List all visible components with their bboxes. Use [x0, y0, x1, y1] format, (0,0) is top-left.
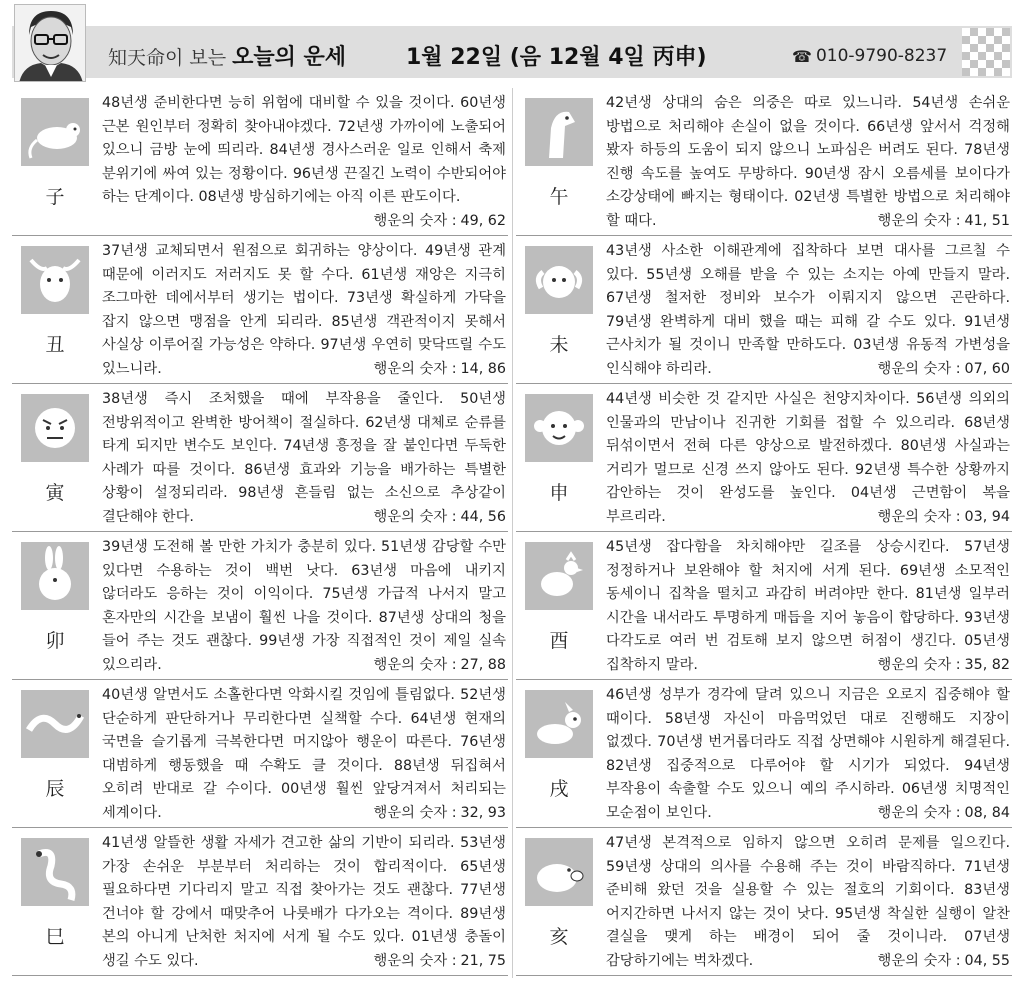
horoscope-entry-pig	[516, 828, 1012, 976]
telephone-icon: ☎	[792, 46, 812, 66]
dog-icon	[525, 690, 593, 758]
checker-decoration	[962, 28, 1010, 76]
lucky-numbers	[374, 950, 506, 974]
lucky-label: 행운의 숫자 :	[373, 508, 457, 525]
fortune-content: 44년생 비슷한 것 같지만 사실은 천양지차이다. 56년생 의외의 인물과의 만남이나 진귀한 기회를 접할 수 있으리라. 68년생 뒤섞이면서 전혀 다른 양상으로 발전하겠다. 80년생 사실과는 거리가 멀므로 신경 쓰지 않아도 된다. 92년생 특수한 상황까지 감안하는 것이 완성도를 높인다. 04년생 근면함이 복을 부르리라.	[606, 391, 1010, 525]
zodiac-character: 丑	[45, 334, 65, 356]
phone-text: 010-9790-8237	[815, 46, 948, 66]
lucky-value: 35, 82	[964, 656, 1010, 673]
lucky-numbers	[374, 802, 506, 826]
right-column	[516, 88, 1012, 978]
lucky-value: 41, 51	[964, 212, 1010, 229]
lucky-value: 44, 56	[460, 508, 506, 525]
header	[0, 0, 1024, 86]
fortune-text	[606, 536, 1010, 678]
zodiac-animal	[14, 394, 96, 526]
zodiac-animal	[518, 690, 600, 822]
fortune-text	[606, 240, 1010, 382]
fortune-text	[102, 536, 506, 678]
fortune-text	[606, 684, 1010, 826]
lucky-numbers	[878, 654, 1010, 678]
zodiac-character: 卯	[45, 630, 65, 652]
horoscope-grid	[12, 88, 1012, 978]
horse-icon	[525, 98, 593, 166]
lucky-numbers	[878, 506, 1010, 530]
lucky-value: 04, 55	[964, 952, 1010, 969]
fortune-text	[606, 832, 1010, 974]
lucky-label: 행운의 숫자 :	[373, 804, 457, 821]
fortune-text	[606, 388, 1010, 530]
phone-number	[792, 46, 947, 66]
lucky-numbers	[878, 358, 1010, 382]
zodiac-animal	[518, 246, 600, 378]
zodiac-character: 酉	[549, 630, 569, 652]
horoscope-entry-rooster	[516, 532, 1012, 680]
horoscope-entry-dragon	[12, 680, 508, 828]
lucky-numbers	[374, 358, 506, 382]
lucky-value: 32, 93	[460, 804, 506, 821]
lucky-label: 행운의 숫자 :	[877, 508, 961, 525]
lucky-value: 21, 75	[460, 952, 506, 969]
zodiac-animal	[14, 690, 96, 822]
fortune-text	[102, 92, 506, 234]
fortune-content: 47년생 본격적으로 임하지 않으면 오히려 문제를 일으킨다. 59년생 상대의 의사를 수용해 주는 것이 바람직하다. 71년생 준비해 왔던 것을 실용할 수 있는 절호의 기회이다. 83년생 어지간하면 나서지 않는 것이 낫다. 95년생 착실한 실행이 알찬 결실을 맺게 하는 배경이 되어 줄 것이니라. 07년생 감당하기에는 벅차겠다.	[606, 835, 1010, 969]
lucky-numbers	[374, 210, 506, 234]
fortune-text	[102, 388, 506, 530]
fortune-content: 45년생 잡다함을 차치해야만 길조를 상승시킨다. 57년생 정정하거나 보완해야 할 처지에 서게 된다. 69년생 소모적인 동세이니 집착을 떨치고 과감히 버려야만 한다. 81년생 일부러 시간을 내서라도 투명하게 매듭을 지어 놓음이 합당하다. 93년생 다각도로 여러 번 검토해 보지 않으면 허점이 생긴다. 05년생 집착하지 말라.	[606, 539, 1010, 673]
fortune-content: 40년생 알면서도 소홀한다면 악화시킬 것임에 틀림없다. 52년생 단순하게 판단하거나 무리한다면 실책할 수다. 64년생 현재의 국면을 슬기롭게 극복한다면 머지않아 행운이 따른다. 76년생 대범하게 행동했을 때 수확도 클 것이다. 88년생 뒤집혀서 오히려 반대로 갈 수이다. 00년생 훨씬 앞당겨져서 처리되는 세계이다.	[102, 687, 506, 821]
zodiac-animal	[518, 542, 600, 674]
lucky-numbers	[878, 802, 1010, 826]
horoscope-entry-rabbit	[12, 532, 508, 680]
fortune-content: 39년생 도전해 볼 만한 가치가 충분히 있다. 51년생 감당할 수만 있다면 수용하는 것이 백번 낫다. 63년생 마음에 내키지 않더라도 응하는 것이 이익이다. 75년생 가급적 나서지 말고 혼자만의 시간을 보냄이 훨씬 나을 것이다. 87년생 상대의 청을 들어 주는 것도 괜찮다. 99년생 가장 직접적인 것이 제일 실속 있으리라.	[102, 539, 506, 673]
fortune-text	[606, 92, 1010, 234]
lucky-label: 행운의 숫자 :	[877, 360, 961, 377]
fortune-content: 42년생 상대의 숨은 의중은 따로 있느니라. 54년생 손쉬운 방법으로 처리해야 손실이 없을 것이다. 66년생 앞서서 걱정해 봤자 하등의 도움이 되지 않으니 노파심은 버려도 된다. 78년생 진행 속도를 높여도 무방하다. 90년생 잠시 오름세를 보이다가 소강상태에 빠지는 형태이다. 02년생 특별한 방법으로 처리해야 할 때다.	[606, 95, 1010, 229]
lucky-value: 14, 86	[460, 360, 506, 377]
lucky-label: 행운의 숫자 :	[877, 656, 961, 673]
date-label: 1월 22일 (음 12월 4일 丙申)	[406, 45, 707, 70]
lucky-value: 27, 88	[460, 656, 506, 673]
pig-icon	[525, 838, 593, 906]
monkey-icon	[525, 394, 593, 462]
horoscope-entry-horse	[516, 88, 1012, 236]
lucky-numbers	[878, 950, 1010, 974]
fortune-content: 43년생 사소한 이해관계에 집착하다 보면 대사를 그르칠 수 있다. 55년생 오해를 받을 수 있는 소지는 아예 만들지 말라. 67년생 철저한 정비와 보수가 이뤄지지 않으면 곤란하다. 79년생 완벽하게 대비 했을 때는 피해 갈 수도 있다. 91년생 근사치가 될 것이니 만족할 만하도다. 03년생 유동적 가변성을 인식해야 하리라.	[606, 243, 1010, 377]
zodiac-animal	[14, 98, 96, 230]
lucky-value: 07, 60	[964, 360, 1010, 377]
zodiac-animal	[14, 246, 96, 378]
zodiac-character: 午	[549, 186, 569, 208]
lucky-label: 행운의 숫자 :	[373, 656, 457, 673]
snake-icon	[21, 838, 89, 906]
zodiac-animal	[518, 394, 600, 526]
zodiac-character: 戌	[549, 778, 569, 800]
page-title	[108, 40, 346, 72]
lucky-numbers	[878, 210, 1010, 234]
zodiac-character: 子	[45, 186, 65, 208]
fortune-content: 37년생 교체되면서 원점으로 회귀하는 양상이다. 49년생 관계 때문에 이러지도 저러지도 못 할 수다. 61년생 재앙은 지극히 조그마한 데에서부터 생기는 법이다. 73년생 확실하게 가닥을 잡지 않으면 맹점을 안게 되리라. 85년생 객관적이지 못해서 사실상 이루어질 가능성은 약하다. 97년생 우연히 맞닥뜨릴 수도 있느니라.	[102, 243, 506, 377]
zodiac-character: 未	[549, 334, 569, 356]
horoscope-entry-sheep	[516, 236, 1012, 384]
fortune-text	[102, 240, 506, 382]
lucky-value: 08, 84	[964, 804, 1010, 821]
zodiac-character: 亥	[549, 926, 569, 948]
zodiac-character: 申	[549, 482, 569, 504]
lucky-label: 행운의 숫자 :	[373, 212, 457, 229]
sheep-icon	[525, 246, 593, 314]
rat-icon	[21, 98, 89, 166]
columnist-portrait	[14, 4, 86, 82]
fortune-text	[102, 832, 506, 974]
fortune-text	[102, 684, 506, 826]
lucky-label: 행운의 숫자 :	[877, 804, 961, 821]
rooster-icon	[525, 542, 593, 610]
zodiac-character: 巳	[45, 926, 65, 948]
horoscope-entry-dog	[516, 680, 1012, 828]
horoscope-entry-rat	[12, 88, 508, 236]
fortune-content: 46년생 성부가 경각에 달려 있으니 지금은 오로지 집중해야 할 때이다. 58년생 자신이 마음먹었던 대로 진행해도 지장이 없겠다. 70년생 번거롭더라도 직접 상면해야 시원하게 해결된다. 82년생 집중적으로 다루어야 할 시기가 되었다. 94년생 부작용이 속출할 수도 있으니 예의 주시하라. 06년생 치명적인 모순점이 보인다.	[606, 687, 1010, 821]
lucky-label: 행운의 숫자 :	[877, 952, 961, 969]
zodiac-animal	[518, 838, 600, 970]
ox-icon	[21, 246, 89, 314]
lucky-numbers	[374, 654, 506, 678]
tiger-icon	[21, 394, 89, 462]
lucky-value: 03, 94	[964, 508, 1010, 525]
fortune-content: 48년생 준비한다면 능히 위험에 대비할 수 있을 것이다. 60년생 근본 원인부터 정확히 찾아내야겠다. 72년생 가까이에 노출되어 있으니 금방 눈에 띄리라. 84년생 경사스러운 일로 인해서 축제 분위기에 싸여 있는 정황이다. 96년생 끈질긴 노력이 수반되어야 하는 단계이다. 08년생 방심하기에는 아직 이른 판도이다.	[102, 95, 506, 206]
column-separator	[512, 88, 513, 978]
dragon-icon	[21, 690, 89, 758]
zodiac-character: 辰	[45, 778, 65, 800]
lucky-label: 행운의 숫자 :	[877, 212, 961, 229]
rabbit-icon	[21, 542, 89, 610]
lucky-numbers	[374, 506, 506, 530]
title-main: 오늘의 운세	[232, 45, 347, 70]
title-prefix: 知天命이 보는	[108, 47, 227, 69]
fortune-content: 38년생 즉시 조처했을 때에 부작용을 줄인다. 50년생 전방위적이고 완벽한 방어책이 절실하다. 62년생 대체로 순류를 타게 되지만 변수도 보인다. 74년생 흥정을 잘 붙인다면 두둑한 사례가 따를 것이다. 86년생 효과와 기능을 배가하는 특별한 상황이 설정되리라. 98년생 흔들림 없는 소신으로 추상같이 결단해야 한다.	[102, 391, 506, 525]
left-column	[12, 88, 508, 978]
lucky-label: 행운의 숫자 :	[373, 952, 457, 969]
portrait-image	[15, 5, 86, 82]
lucky-label: 행운의 숫자 :	[373, 360, 457, 377]
zodiac-animal	[14, 542, 96, 674]
horoscope-entry-monkey	[516, 384, 1012, 532]
lucky-value: 49, 62	[460, 212, 506, 229]
zodiac-character: 寅	[45, 482, 65, 504]
horoscope-entry-snake	[12, 828, 508, 976]
horoscope-entry-tiger	[12, 384, 508, 532]
zodiac-animal	[14, 838, 96, 970]
horoscope-entry-ox	[12, 236, 508, 384]
fortune-content: 41년생 알뜰한 생활 자세가 견고한 삶의 기반이 되리라. 53년생 가장 손쉬운 부분부터 처리하는 것이 합리적이다. 65년생 필요하다면 기다리지 말고 직접 찾아가는 것도 괜찮다. 77년생 건너야 할 강에서 때맞추어 나룻배가 다가오는 격이다. 89년생 본의 아니게 난처한 처지에 서게 될 수도 있다. 01년생 충돌이 생길 수도 있다.	[102, 835, 506, 969]
zodiac-animal	[518, 98, 600, 230]
